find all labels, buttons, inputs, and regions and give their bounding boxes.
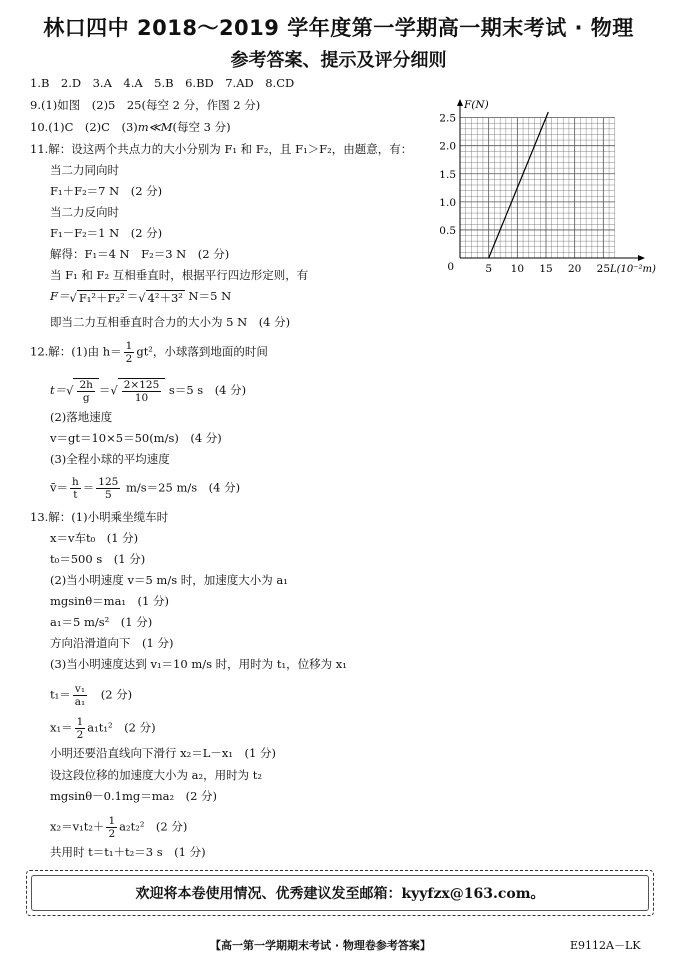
answer-line: F₁－F₂＝1 N (2 分) bbox=[50, 226, 163, 240]
y-tick-label: 0.5 bbox=[439, 224, 456, 237]
y-axis-arrow bbox=[457, 99, 463, 106]
answer-line: a₁＝5 m/s² (1 分) bbox=[50, 615, 153, 629]
answer-line: 当二力反向时 bbox=[50, 205, 119, 219]
x-tick-label: 25 bbox=[596, 263, 611, 275]
x-tick-label: 5 bbox=[485, 263, 493, 275]
answer-9: 9.(1)如图 (2)5 25(每空 2 分，作图 2 分) bbox=[30, 98, 261, 112]
answer-line: 当二力同向时 bbox=[50, 163, 119, 177]
feedback-text: 欢迎将本卷使用情况、优秀建议发至邮箱：kyyfzx@163.com。 bbox=[135, 886, 545, 902]
x-axis-label: L(10⁻²m) bbox=[610, 264, 656, 275]
y-tick-label: 2.5 bbox=[439, 112, 456, 125]
answer-line: t₀＝500 s (1 分) bbox=[50, 552, 146, 566]
footer-label: 【高一第一学期期末考试 · 物理卷参考答案】 bbox=[210, 939, 431, 952]
answer-line: x＝v车t₀ (1 分) bbox=[50, 531, 139, 545]
answer-line: 共用时 t＝t₁＋t₂＝3 s (1 分) bbox=[50, 845, 206, 859]
formula-x1: x₁＝ $\frac{1}{2}$ a₁t₁² (2 分) bbox=[50, 716, 156, 741]
formula-avg-velocity: v̄＝ $\frac{h}{t}$ ＝ $\frac{125}{5}$ m/s＝25 m/s (4 分) bbox=[50, 476, 241, 501]
answer-line: 小明还要沿直线向下滑行 x₂＝L－x₁ (1 分) bbox=[50, 746, 276, 760]
answer-line: 方向沿滑道向下 (1 分) bbox=[50, 636, 174, 650]
answer-line: 即当二力互相垂直时合力的大小为 5 N (4 分) bbox=[50, 315, 291, 329]
answer-line: (3)全程小球的平均速度 bbox=[50, 452, 170, 466]
y-axis-label: F(N) bbox=[464, 99, 489, 111]
y-tick-label: 2.0 bbox=[439, 140, 456, 153]
answer-12-intro: 12.解：(1)由 h＝ $\frac{1}{2}$ gt²，小球落到地面的时间 bbox=[30, 340, 268, 365]
y-tick-label: 1.5 bbox=[439, 168, 456, 181]
x-tick-label: 10 bbox=[510, 263, 525, 275]
footer-code: E9112A－LK bbox=[570, 939, 641, 952]
answer-line: (2)当小明速度 v＝5 m/s 时，加速度大小为 a₁ bbox=[50, 573, 288, 587]
formula-t1: t₁＝ $\frac{\text{v₁}}{\text{a₁}}$ (2 分) bbox=[50, 683, 133, 708]
page-subtitle: 参考答案、提示及评分细则 bbox=[230, 50, 447, 71]
formula-x2: x₂＝v₁t₂＋ $\frac{1}{2}$ a₂t₂² (2 分) bbox=[50, 815, 188, 840]
x-tick-label: 20 bbox=[567, 263, 582, 275]
formula-fall-time: t＝√ $\frac{2h}{g}$ ＝√ $\frac{2\times 125}{10}$ s＝5 s (4 分) bbox=[50, 379, 247, 404]
answer-line: F₁＋F₂＝7 N (2 分) bbox=[50, 184, 163, 198]
x-axis-arrow bbox=[638, 255, 645, 261]
answer-line: mgsinθ＝ma₁ (1 分) bbox=[50, 594, 169, 608]
y-tick-label: 1.0 bbox=[439, 196, 456, 209]
formula-resultant-force: F＝√ F₁²＋F₂² ＝√ 4²＋3² N＝5 N bbox=[50, 289, 232, 305]
x-tick-label: 15 bbox=[539, 263, 553, 275]
answer-line: mgsinθ－0.1mg＝ma₂ (2 分) bbox=[50, 789, 218, 803]
answer-13-intro: 13.解：(1)小明乘坐缆车时 bbox=[30, 510, 169, 524]
force-length-graph bbox=[436, 96, 656, 276]
answer-11-intro: 11.解：设这两个共点力的大小分别为 F₁ 和 F₂，且 F₁＞F₂，由题意，有： bbox=[30, 142, 413, 156]
answer-choice-line: 1.B 2.D 3.A 4.A 5.B 6.BD 7.AD 8.CD bbox=[30, 76, 295, 90]
answer-10: 10.(1)C (2)C (3)m≪M(每空 3 分) bbox=[30, 120, 231, 134]
answer-line: (2)落地速度 bbox=[50, 410, 113, 424]
page-title: 林口四中 2018～2019 学年度第一学期高一期末考试 · 物理 bbox=[43, 16, 634, 40]
answer-line: 解得：F₁＝4 N F₂＝3 N (2 分) bbox=[50, 247, 230, 261]
answer-line: (3)当小明速度达到 v₁＝10 m/s 时，用时为 t₁，位移为 x₁ bbox=[50, 657, 347, 671]
feedback-box bbox=[26, 870, 654, 916]
origin-label: 0 bbox=[447, 261, 454, 273]
answer-line: v＝gt＝10×5＝50(m/s) (4 分) bbox=[50, 431, 222, 445]
answer-line: 设这段位移的加速度大小为 a₂，用时为 t₂ bbox=[50, 768, 263, 782]
answer-line: 当 F₁ 和 F₂ 互相垂直时，根据平行四边形定则，有 bbox=[50, 268, 309, 282]
